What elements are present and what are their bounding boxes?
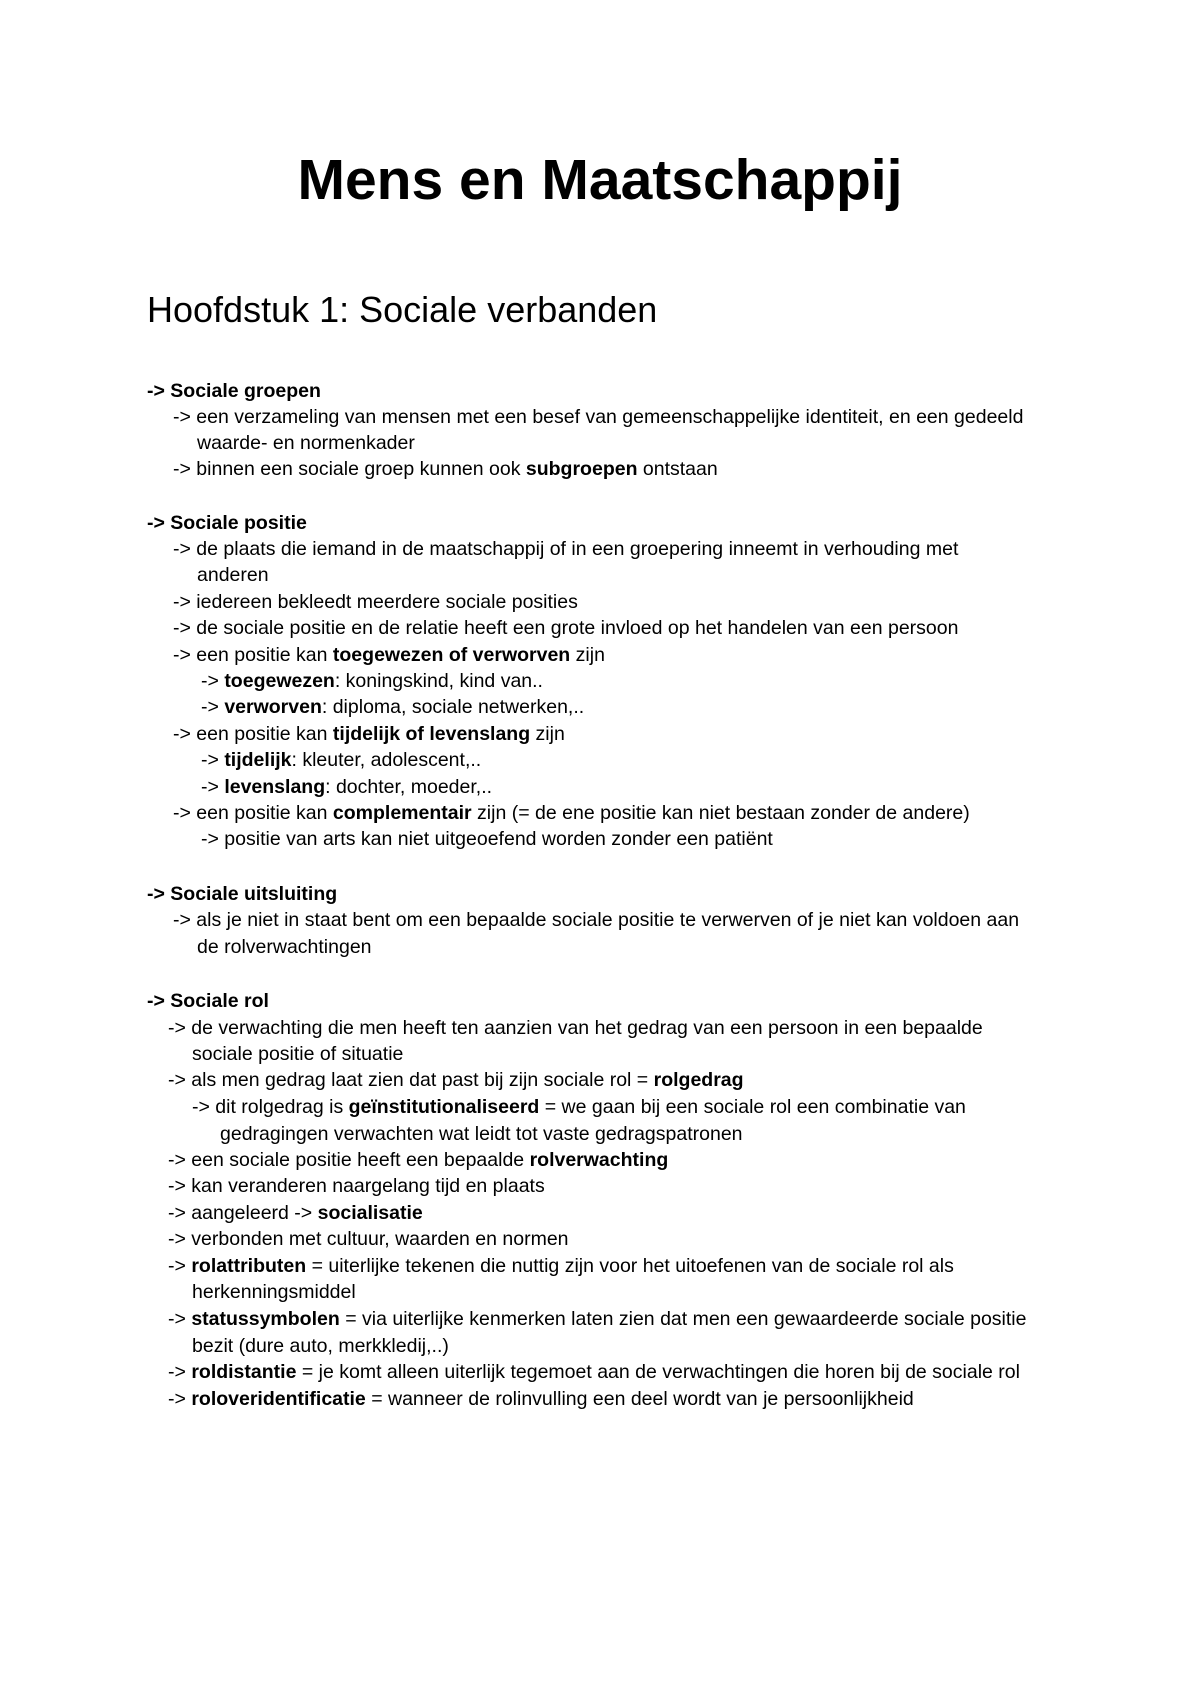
text-line xyxy=(201,826,773,852)
text-line xyxy=(173,642,605,668)
bold-term: levenslang xyxy=(224,776,326,798)
text-line xyxy=(168,1359,1020,1385)
text-segment: -> xyxy=(168,1361,192,1383)
bold-term: rolgedrag xyxy=(653,1069,744,1091)
text-line xyxy=(192,1279,356,1305)
text-segment: = wanneer de rolinvulling een deel wordt van je persoonlijkheid xyxy=(365,1388,914,1410)
text-segment: : dochter, moeder,.. xyxy=(325,776,493,798)
text-line xyxy=(220,1121,743,1147)
text-segment: = je komt alleen uiterlijk tegemoet aan de verwachtingen die horen bij de sociale rol xyxy=(296,1361,1020,1383)
text-segment: herkenningsmiddel xyxy=(192,1281,356,1303)
bold-term: rolverwachting xyxy=(529,1149,669,1171)
text-segment: bezit (dure auto, merkkledij,..) xyxy=(192,1335,449,1357)
text-line xyxy=(173,589,578,615)
text-segment: = via uiterlijke kenmerken laten zien dat men een gewaardeerde sociale positie xyxy=(339,1308,1027,1330)
bold-term: -> Sociale groepen xyxy=(147,380,321,402)
bold-term: tijdelijk xyxy=(224,749,292,771)
text-line xyxy=(168,1200,423,1226)
text-line xyxy=(192,1041,403,1067)
text-segment: -> positie van arts kan niet uitgeoefend worden zonder een patiënt xyxy=(201,828,773,850)
text-segment: waarde- en normenkader xyxy=(197,432,415,454)
text-line xyxy=(201,747,481,773)
text-line xyxy=(168,1173,545,1199)
text-line xyxy=(168,1067,744,1093)
text-segment: -> binnen een sociale groep kunnen ook xyxy=(173,458,526,480)
bold-term: roldistantie xyxy=(191,1361,297,1383)
text-segment: -> de plaats die iemand in de maatschappij of in een groepering inneemt in verhouding met xyxy=(173,538,959,560)
bold-term: -> Sociale rol xyxy=(147,990,269,1012)
text-line xyxy=(168,1226,569,1252)
bold-term: -> Sociale positie xyxy=(147,512,307,534)
text-segment: -> dit rolgedrag is xyxy=(192,1096,349,1118)
text-segment: -> aangeleerd -> xyxy=(168,1202,318,1224)
text-line xyxy=(168,1253,954,1279)
text-line xyxy=(168,1386,914,1412)
text-segment: -> de sociale positie en de relatie heeft een grote invloed op het handelen van een persoon xyxy=(173,617,959,639)
text-line xyxy=(173,404,1023,430)
text-line xyxy=(197,430,415,456)
bold-term: statussymbolen xyxy=(191,1308,340,1330)
text-line xyxy=(173,907,1019,933)
text-segment: -> xyxy=(168,1388,192,1410)
text-segment: -> de verwachting die men heeft ten aanzien van het gedrag van een persoon in een bepaalde xyxy=(168,1017,983,1039)
text-line xyxy=(147,881,337,907)
text-segment: -> verbonden met cultuur, waarden en normen xyxy=(168,1228,569,1250)
bold-term: rolattributen xyxy=(191,1255,307,1277)
text-segment: -> kan veranderen naargelang tijd en plaats xyxy=(168,1175,545,1197)
text-line xyxy=(173,536,958,562)
text-segment: -> een positie kan xyxy=(173,644,333,666)
bold-term: subgroepen xyxy=(525,458,638,480)
text-segment: -> iedereen bekleedt meerdere sociale posities xyxy=(173,591,578,613)
text-segment: zijn xyxy=(570,644,605,666)
document-title: Mens en Maatschappij xyxy=(297,148,903,212)
text-line xyxy=(147,378,321,404)
text-segment: -> een sociale positie heeft een bepaalde xyxy=(168,1149,530,1171)
text-segment: zijn xyxy=(530,723,565,745)
text-line xyxy=(168,1147,668,1173)
text-segment: -> een positie kan xyxy=(173,723,333,745)
text-line xyxy=(147,510,307,536)
text-segment: -> xyxy=(168,1255,192,1277)
text-segment: -> xyxy=(201,670,225,692)
bold-term: toegewezen of verworven xyxy=(332,644,571,666)
text-segment: -> als men gedrag laat zien dat past bij zijn sociale rol = xyxy=(168,1069,654,1091)
text-segment: -> een verzameling van mensen met een besef van gemeenschappelijke identiteit, en een gedeeld xyxy=(173,406,1024,428)
text-line xyxy=(201,774,492,800)
text-line xyxy=(173,800,970,826)
text-segment: zijn (= de ene positie kan niet bestaan zonder de andere) xyxy=(471,802,970,824)
text-line xyxy=(168,1015,983,1041)
text-segment: -> xyxy=(201,776,225,798)
text-segment: : koningskind, kind van.. xyxy=(334,670,543,692)
bold-term: complementair xyxy=(332,802,472,824)
text-line xyxy=(168,1306,1026,1332)
text-segment: anderen xyxy=(197,564,269,586)
text-segment: -> een positie kan xyxy=(173,802,333,824)
bold-term: socialisatie xyxy=(317,1202,423,1224)
text-segment: de rolverwachtingen xyxy=(197,936,372,958)
text-line xyxy=(201,694,584,720)
text-line xyxy=(201,668,543,694)
chapter-heading: Hoofdstuk 1: Sociale verbanden xyxy=(147,289,658,330)
bold-term: toegewezen xyxy=(224,670,335,692)
text-segment: : kleuter, adolescent,.. xyxy=(291,749,482,771)
text-line xyxy=(173,615,958,641)
text-line xyxy=(173,721,565,747)
text-segment: sociale positie of situatie xyxy=(192,1043,404,1065)
text-line xyxy=(197,934,372,960)
text-segment: = we gaan bij een sociale rol een combinatie van xyxy=(539,1096,966,1118)
bold-term: verworven xyxy=(224,696,322,718)
text-segment: gedragingen verwachten wat leidt tot vaste gedragspatronen xyxy=(220,1123,743,1145)
text-segment: = uiterlijke tekenen die nuttig zijn voor het uitoefenen van de sociale rol als xyxy=(306,1255,954,1277)
text-line xyxy=(147,988,269,1014)
text-line xyxy=(173,456,718,482)
bold-term: tijdelijk of levenslang xyxy=(332,723,531,745)
text-segment: -> xyxy=(168,1308,192,1330)
text-line xyxy=(192,1333,449,1359)
text-segment: -> xyxy=(201,696,225,718)
text-line xyxy=(192,1094,966,1120)
bold-term: -> Sociale uitsluiting xyxy=(147,883,338,905)
text-segment: -> xyxy=(201,749,225,771)
text-line xyxy=(197,562,269,588)
bold-term: geïnstitutionaliseerd xyxy=(348,1096,540,1118)
text-segment: -> als je niet in staat bent om een bepaalde sociale positie te verwerven of je niet kan voldoen aan xyxy=(173,909,1020,931)
bold-term: roloveridentificatie xyxy=(191,1388,366,1410)
text-segment: ontstaan xyxy=(637,458,718,480)
text-segment: : diploma, sociale netwerken,.. xyxy=(321,696,585,718)
